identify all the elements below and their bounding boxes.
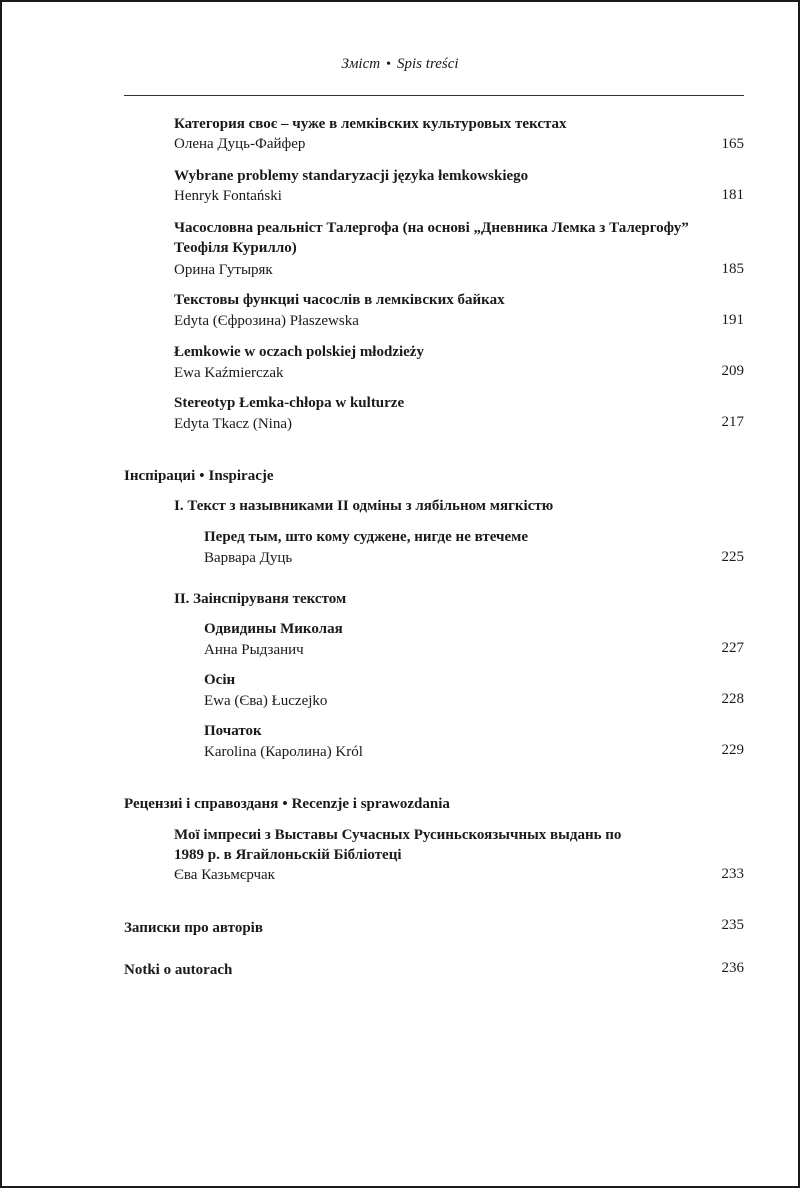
header-rule (124, 95, 744, 96)
section-separator: • (199, 468, 205, 484)
running-header (2, 56, 798, 73)
entry-page: 233 (721, 866, 744, 882)
section-label-pl: Recenzje i sprawozdania (291, 796, 450, 812)
subsection-heading: I. Текст з назывниками II одміны з лябільном мягкістю (174, 498, 554, 514)
entry-title: Wybrane problemy standaryzacji języka łemkowskiego (174, 168, 529, 184)
entry-author: Edyta (Єфрозина) Płaszewska (174, 313, 359, 329)
entry-author: Орина Гутыряк (174, 262, 273, 278)
entry-page: 229 (721, 742, 744, 758)
entry-author: Єва Казьмєрчак (174, 867, 275, 883)
section-separator: • (282, 796, 288, 812)
entry-page: 209 (721, 363, 744, 379)
header-separator: • (386, 57, 392, 72)
subsection-heading: II. Заінспіруваня текстом (174, 591, 347, 607)
entry-title: Stereotyp Łemka-chłopa w kulturze (174, 395, 405, 411)
entry-page: 191 (721, 312, 744, 328)
entry-author: Варвара Дуць (204, 550, 293, 566)
header-title-ukr: Зміст (341, 56, 381, 72)
entry-title-cont: 1989 р. в Ягайлоньскій Бібліотеці (174, 847, 402, 863)
entry-title-cont: Теофіля Курилло) (174, 240, 297, 256)
entry-author: Анна Рыдзанич (204, 642, 304, 658)
entry-title: Перед тым, што кому суджене, нигде не втечеме (204, 529, 528, 545)
entry-title-notes-pl: Notki o autorach (124, 962, 233, 978)
entry-title: Осін (204, 672, 236, 688)
entry-author: Ewa Kaźmierczak (174, 365, 284, 381)
entry-title: Категория своє – чуже в лемківских культуровых текстах (174, 116, 567, 132)
entry-title: Одвидины Миколая (204, 621, 343, 637)
entry-title: Łemkowie w oczach polskiej młodzieży (174, 344, 424, 360)
section-label-pl: Inspiracje (208, 468, 274, 484)
entry-author: Олена Дуць-Файфер (174, 136, 306, 152)
entry-author: Ewa (Єва) Łuczejko (204, 693, 328, 709)
entry-title: Часословна реальніст Талергофа (на основі „Дневника Лемка з Талергофу” (174, 220, 689, 236)
entry-page: 181 (721, 187, 744, 203)
entry-author: Henryk Fontański (174, 188, 282, 204)
entry-page: 225 (721, 549, 744, 565)
section-heading-recenzje (124, 794, 450, 814)
entry-page: 228 (721, 691, 744, 707)
entry-author: Karolina (Каролина) Król (204, 744, 363, 760)
section-label-ukr: Рецензиі і справозданя (124, 796, 279, 812)
entry-title: Початок (204, 723, 262, 739)
entry-page: 165 (721, 136, 744, 152)
entry-title-notes-ukr: Записки про авторів (124, 920, 263, 936)
section-heading-inspiracje (124, 466, 274, 486)
entry-page: 236 (721, 960, 744, 976)
entry-page: 235 (721, 917, 744, 933)
entry-page: 217 (721, 414, 744, 430)
entry-title: Текстовы функциі часослів в лемківских байках (174, 292, 505, 308)
header-title-pl: Spis treści (397, 56, 459, 72)
section-label-ukr: Інспірациі (124, 468, 196, 484)
entry-page: 185 (721, 261, 744, 277)
entry-title: Мої імпресиі з Выставы Сучасных Русиньскоязычных выдань по (174, 827, 622, 843)
entry-author: Edyta Tkacz (Nina) (174, 416, 293, 432)
entry-page: 227 (721, 640, 744, 656)
